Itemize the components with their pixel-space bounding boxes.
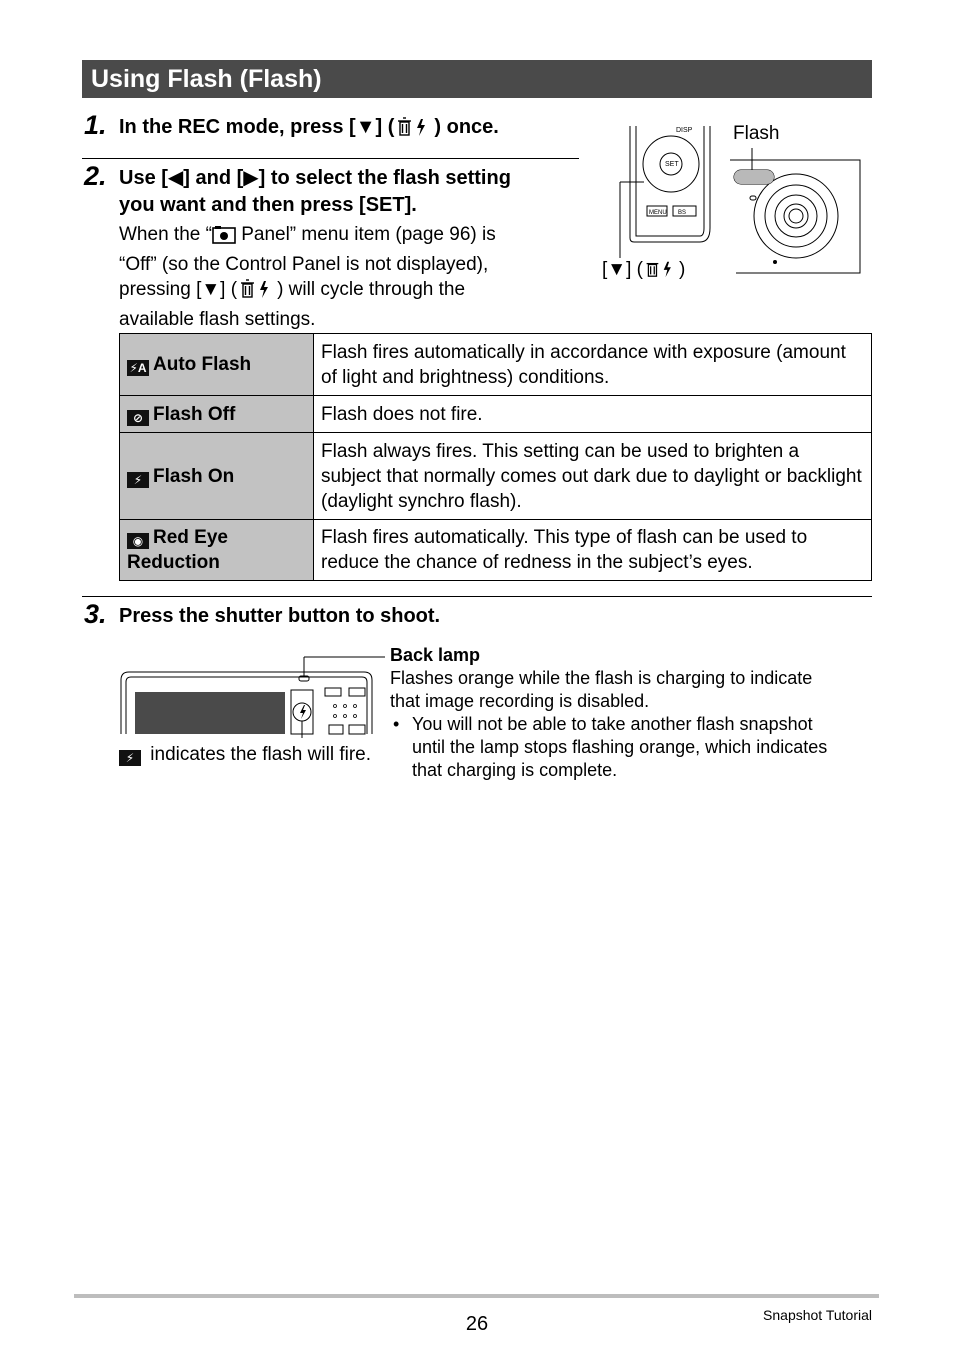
step-3-number: 3. (84, 599, 107, 629)
trash-flash-icon (394, 116, 434, 146)
caption-text: indicates the flash will fire. (150, 744, 371, 765)
back-lamp-line-1: Flashes orange while the flash is charging to indicate (390, 668, 813, 688)
camera-icon (212, 225, 236, 252)
bullet-line-1: You will not be able to take another flash snapshot (412, 714, 813, 734)
desc-cell: Flash fires automatically. This type of flash can be used to reduce the chance of redness in the subject’s eyes. (314, 520, 872, 581)
auto-flash-icon: ⚡A (127, 360, 149, 376)
back-lamp-title: Back lamp (390, 645, 481, 665)
body-line-3-before: pressing [▼] ( (119, 279, 238, 300)
camera-back-illustration (119, 648, 389, 738)
table-row (120, 520, 872, 581)
bullet-mark: • (393, 714, 400, 734)
body-line-2: “Off” (so the Control Panel is not displayed), (119, 254, 489, 275)
step-3-text: Press the shutter button to shoot. (119, 605, 441, 627)
step-divider (82, 158, 579, 159)
step-divider (82, 596, 872, 597)
back-lamp-notes (390, 644, 870, 782)
back-lamp-line-2: that image recording is disabled. (390, 691, 650, 711)
flash-on-icon: ⚡ (119, 750, 141, 766)
mode-label: Auto Flash (153, 354, 252, 375)
set-label: SET (665, 161, 679, 168)
mode-label: Flash Off (153, 403, 236, 425)
desc-cell: Flash fires automatically in accordance with exposure (amount of light and brightness) conditions. (314, 334, 872, 396)
page-title: Using Flash (Flash) (82, 60, 872, 98)
flash-fire-caption (119, 742, 371, 767)
step-1-text-before: In the REC mode, press [▼] ( (119, 116, 395, 138)
mode-cell (120, 396, 314, 433)
mode-cell (120, 520, 314, 581)
mode-label-line-2: Reduction (127, 552, 220, 573)
step-1-text-after: ) once. (434, 116, 499, 138)
body-line-3-after: ) will cycle through the (277, 279, 466, 300)
down-button-label-before: [▼] ( (602, 259, 643, 280)
mode-cell (120, 334, 314, 396)
step-2-body (119, 222, 496, 332)
desc-cell: Flash always fires. This setting can be used to brighten a subject that normally comes out dark due to daylight or backlight (daylight synchro flash). (314, 433, 872, 520)
table-row (120, 433, 872, 520)
menu-label: MENU (649, 210, 667, 216)
camera-back-figure (119, 648, 389, 738)
step-1-number: 1. (84, 110, 107, 140)
step-2-line-1: Use [◀] and [▶] to select the flash setting (119, 167, 511, 189)
desc-cell: Flash does not fire. (314, 396, 872, 433)
body-line-1-after: Panel” menu item (page 96) is (235, 224, 496, 245)
mode-label: Red Eye (153, 527, 228, 548)
mode-cell (120, 433, 314, 520)
footer-section: Snapshot Tutorial (763, 1307, 872, 1323)
footer-rule (74, 1294, 879, 1298)
body-line-1-before: When the “ (119, 224, 212, 245)
bullet-line-2: until the lamp stops flashing orange, which indicates (412, 737, 828, 757)
bs-label: BS (678, 210, 687, 216)
body-line-4: available flash settings. (119, 309, 316, 330)
trash-flash-icon (643, 258, 679, 287)
step-2-number: 2. (84, 161, 107, 191)
step-2-line-2: you want and then press [SET]. (119, 194, 417, 216)
flash-off-icon: ⊘ (127, 410, 149, 426)
flash-on-icon: ⚡ (127, 472, 149, 488)
table-row (120, 334, 872, 396)
back-lamp-bullet (390, 713, 870, 782)
flash-callout-label: Flash (733, 123, 780, 144)
step-2-text (119, 165, 511, 219)
bullet-line-3: that charging is complete. (412, 760, 618, 780)
mode-label: Flash On (153, 465, 235, 487)
down-button-label-after: ) (678, 259, 686, 280)
flash-mode-table (119, 333, 872, 581)
disp-label: DISP (676, 127, 693, 134)
step-1-text (119, 114, 499, 146)
trash-flash-icon (237, 278, 277, 307)
page-number: 26 (465, 1313, 489, 1335)
table-row (120, 396, 872, 433)
red-eye-icon: ◉ (127, 533, 149, 549)
down-button-label (602, 257, 685, 287)
